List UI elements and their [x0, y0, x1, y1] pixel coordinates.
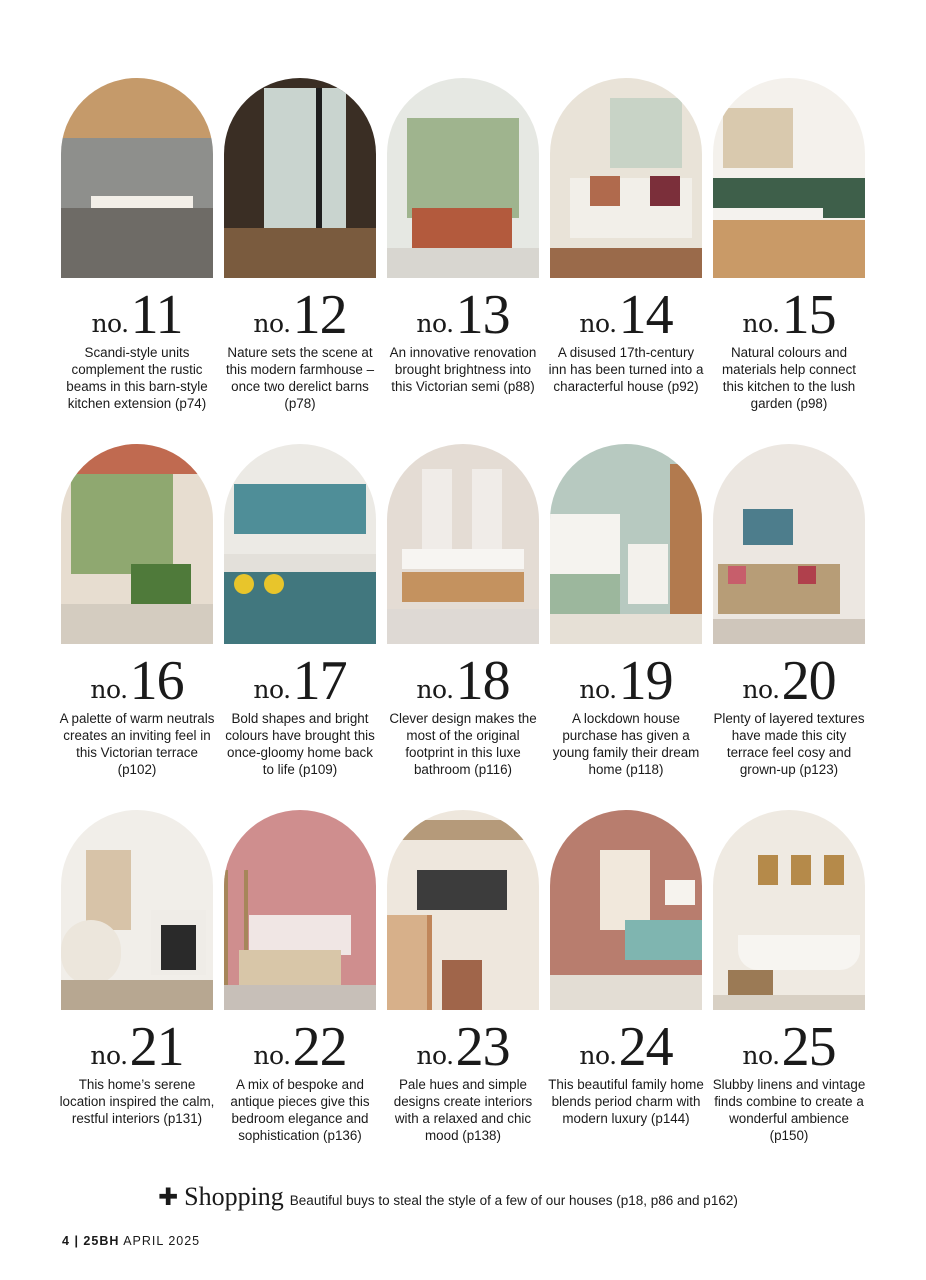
- photo-victorian-dining[interactable]: [387, 78, 539, 278]
- feature-number: no. 16: [90, 649, 184, 712]
- feature-number: no. 22: [253, 1015, 347, 1078]
- shopping-title: Shopping: [184, 1182, 284, 1211]
- features-grid: [60, 78, 866, 1144]
- feature-card[interactable]: [386, 810, 540, 1144]
- feature-card[interactable]: [223, 810, 377, 1144]
- feature-card[interactable]: [60, 444, 214, 778]
- feature-description: A mix of bespoke and antique pieces give this bedroom elegance and sophistication (p136): [230, 1077, 370, 1143]
- shopping-description: Beautiful buys to steal the style of a few of our houses (p18, p86 and p162): [289, 1193, 738, 1208]
- feature-card[interactable]: [549, 78, 703, 412]
- feature-number: no. 11: [91, 283, 183, 346]
- photo-teal-kitchen[interactable]: [224, 444, 376, 644]
- photo-warm-terrace[interactable]: [61, 444, 213, 644]
- feature-number: no. 13: [416, 283, 510, 346]
- feature-description: Natural colours and materials help connect this kitchen to the lush garden (p98): [722, 345, 856, 411]
- issue-date: APRIL 2025: [123, 1234, 201, 1248]
- feature-card[interactable]: [223, 78, 377, 412]
- feature-card[interactable]: [549, 444, 703, 778]
- photo-barn-kitchen[interactable]: [61, 78, 213, 278]
- feature-card[interactable]: [386, 444, 540, 778]
- page-number: 4: [62, 1234, 70, 1248]
- feature-card[interactable]: [60, 810, 214, 1144]
- feature-row: [60, 78, 866, 412]
- feature-card[interactable]: [712, 78, 866, 412]
- photo-chic-kitchen[interactable]: [387, 810, 539, 1010]
- feature-description: A lockdown house purchase has given a young family their dream home (p118): [552, 711, 700, 777]
- feature-card[interactable]: [386, 78, 540, 412]
- photo-family-living[interactable]: [550, 810, 702, 1010]
- feature-description: Plenty of layered textures have made this city terrace feel cosy and grown-up (p123): [713, 711, 865, 777]
- feature-card[interactable]: [60, 78, 214, 412]
- feature-number: no. 24: [579, 1015, 673, 1078]
- feature-description: This home’s serene location inspired the calm, restful interiors (p131): [59, 1077, 215, 1126]
- photo-four-poster-bedroom[interactable]: [224, 810, 376, 1010]
- feature-number: no. 19: [579, 649, 673, 712]
- photo-family-bedroom[interactable]: [550, 444, 702, 644]
- feature-description: Bold shapes and bright colours have brought this once-gloomy home back to life (p109): [225, 711, 375, 777]
- feature-card[interactable]: [712, 444, 866, 778]
- feature-number: no. 14: [579, 283, 673, 346]
- shopping-banner[interactable]: [158, 1182, 738, 1212]
- feature-description: Scandi-style units complement the rustic beams in this barn-style kitchen extension (p74): [66, 345, 208, 411]
- feature-description: Pale hues and simple designs create interiors with a relaxed and chic mood (p138): [393, 1077, 533, 1143]
- photo-luxe-bathroom[interactable]: [387, 444, 539, 644]
- photo-city-terrace[interactable]: [713, 444, 865, 644]
- feature-number: no. 20: [742, 649, 836, 712]
- feature-number: no. 17: [253, 649, 347, 712]
- footer-separator: |: [74, 1234, 79, 1248]
- photo-vintage-bathroom[interactable]: [713, 810, 865, 1010]
- feature-number: no. 21: [90, 1015, 184, 1078]
- feature-description: A palette of warm neutrals creates an inviting feel in this Victorian terrace (p102): [59, 711, 215, 777]
- feature-description: A disused 17th-century inn has been turned into a characterful house (p92): [548, 345, 704, 394]
- feature-number: no. 12: [253, 283, 347, 346]
- feature-description: Clever design makes the most of the original footprint in this luxe bathroom (p116): [389, 711, 537, 777]
- feature-description: Slubby linens and vintage finds combine to create a wonderful ambience (p150): [712, 1077, 866, 1143]
- photo-serene-living[interactable]: [61, 810, 213, 1010]
- photo-inn-living[interactable]: [550, 78, 702, 278]
- photo-garden-kitchen[interactable]: [713, 78, 865, 278]
- magazine-name: 25BH: [83, 1234, 120, 1248]
- feature-number: no. 25: [742, 1015, 836, 1078]
- feature-number: no. 15: [742, 283, 836, 346]
- feature-card[interactable]: [223, 444, 377, 778]
- feature-number: no. 18: [416, 649, 510, 712]
- photo-farmhouse-stairs[interactable]: [224, 78, 376, 278]
- feature-card[interactable]: [549, 810, 703, 1144]
- feature-row: [60, 810, 866, 1144]
- feature-description: An innovative renovation brought brightness into this Victorian semi (p88): [389, 345, 537, 394]
- plus-icon: ✚: [158, 1183, 179, 1211]
- page-footer: [62, 1234, 200, 1248]
- feature-number: no. 23: [416, 1015, 510, 1078]
- feature-description: This beautiful family home blends period charm with modern luxury (p144): [548, 1077, 704, 1126]
- feature-row: [60, 444, 866, 778]
- feature-card[interactable]: [712, 810, 866, 1144]
- feature-description: Nature sets the scene at this modern farmhouse – once two derelict barns (p78): [225, 345, 375, 411]
